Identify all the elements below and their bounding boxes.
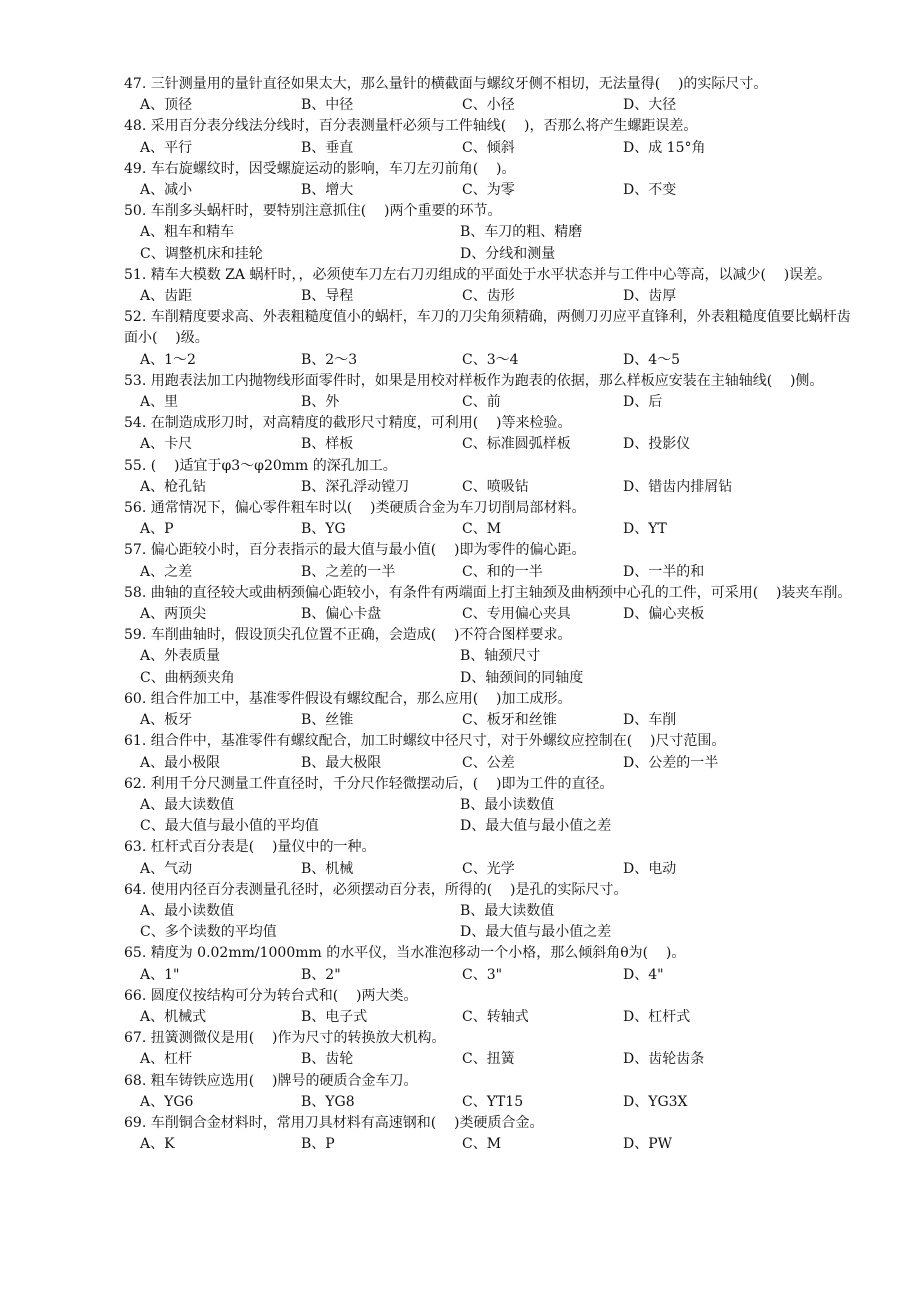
answer-option: D、不变 [623, 182, 677, 199]
answer-option: B、YG8 [301, 1093, 355, 1110]
answer-option: B、深孔浮动镗刀 [301, 478, 410, 495]
answer-option: C、调整机床和挂轮 [140, 245, 263, 262]
answer-option: B、2～3 [301, 351, 358, 368]
option-list [124, 753, 864, 774]
answer-option: D、错齿内排屑钻 [623, 478, 733, 495]
option-list [124, 138, 864, 159]
answer-option: B、导程 [301, 288, 354, 305]
answer-option: B、垂直 [301, 139, 354, 156]
question-stem: 55. ( )适宜于φ3～φ20mm 的深孔加工。 [124, 457, 397, 474]
answer-option: A、减小 [140, 182, 193, 199]
answer-option: A、最大读数值 [140, 796, 235, 813]
answer-option: A、1" [140, 966, 180, 983]
answer-option: C、和的一半 [462, 563, 543, 580]
answer-option: B、YG [301, 521, 346, 538]
answer-option: A、K [140, 1136, 175, 1153]
answer-option: A、YG6 [140, 1093, 194, 1110]
question-stem: 48. 采用百分表分线法分线时，百分表测量杆必须与工件轴线( )，否那么将产生螺距误差。 [124, 118, 698, 135]
question [124, 498, 864, 540]
question [124, 583, 864, 625]
answer-option: A、最小极限 [140, 754, 221, 771]
answer-option: D、齿厚 [623, 288, 677, 305]
question [124, 456, 864, 498]
option-list [124, 1092, 864, 1113]
question [124, 774, 864, 838]
answer-option: D、公差的一半 [623, 754, 719, 771]
option-list [124, 95, 864, 116]
answer-option: C、多个读数的平均值 [140, 924, 277, 941]
answer-option: C、M [462, 1136, 502, 1153]
answer-option: A、气动 [140, 860, 193, 877]
answer-option: A、两顶尖 [140, 606, 207, 623]
option-list [124, 710, 864, 731]
question [124, 116, 864, 158]
answer-option: B、轴颈尺寸 [460, 648, 541, 665]
option-list [124, 562, 864, 583]
answer-option: C、专用偏心夹具 [462, 606, 571, 623]
question-stem: 52. 车削精度要求高、外表粗糙度值小的蜗杆，车刀的刀尖角须精确，两侧刀刃应平直锋利，外表粗糙度值要比蜗杆齿面小( )级。 [124, 309, 851, 347]
answer-option: C、喷吸钻 [462, 478, 529, 495]
answer-option: C、倾斜 [462, 139, 515, 156]
answer-option: B、齿轮 [301, 1051, 354, 1068]
option-list [124, 222, 864, 264]
answer-option: C、齿形 [462, 288, 515, 305]
answer-option: A、P [140, 521, 174, 538]
question [124, 74, 864, 116]
question-stem: 61. 组合件中，基准零件有螺纹配合，加工时螺纹中径尺寸，对于外螺纹应控制在( )尺寸范围。 [124, 733, 726, 750]
answer-option: D、PW [623, 1136, 673, 1153]
question [124, 943, 864, 985]
option-list [124, 434, 864, 455]
exam-page [124, 74, 864, 1155]
question-stem: 67. 扭簧测微仪是用( )作为尺寸的转换放大机构。 [124, 1030, 446, 1047]
question [124, 880, 864, 944]
question-stem: 51. 精车大模数 ZA 蜗杆时，，必须使车刀左右刀刃组成的平面处于水平状态并与工件中心等高，以减少( )误差。 [124, 266, 832, 283]
question-stem: 66. 圆度仪按结构可分为转台式和( )两大类。 [124, 987, 418, 1004]
question [124, 540, 864, 582]
question-stem: 50. 车削多头蜗杆时，要特别注意抓住( )两个重要的环节。 [124, 203, 502, 220]
answer-option: D、轴颈间的同轴度 [460, 669, 584, 686]
option-list [124, 286, 864, 307]
question-stem: 57. 偏心距较小时，百分表指示的最大值与最小值( )即为零件的偏心距。 [124, 542, 586, 559]
answer-option: D、4～5 [623, 351, 681, 368]
question-stem: 53. 用跑表法加工内抛物线形面零件时，如果是用校对样板作为跑表的依据，那么样板应安装在主轴轴线( )侧。 [124, 372, 824, 389]
answer-option: C、前 [462, 394, 501, 411]
answer-option: A、粗车和精车 [140, 224, 235, 241]
question [124, 625, 864, 689]
answer-option: B、中径 [301, 97, 354, 114]
question-stem: 63. 杠杆式百分表是( )量仪中的一种。 [124, 839, 376, 856]
question-stem: 65. 精度为 0.02mm/1000mm 的水平仪，当水准泡移动一个小格，那么倾斜角θ为( )。 [124, 945, 686, 962]
answer-option: B、之差的一半 [301, 563, 396, 580]
answer-option: C、最大值与最小值的平均值 [140, 818, 319, 835]
answer-option: B、偏心卡盘 [301, 606, 382, 623]
answer-option: A、杠杆 [140, 1051, 193, 1068]
question-stem: 47. 三针测量用的量针直径如果太大，那么量针的横截面与螺纹牙侧不相切，无法量得( )的实际尺寸。 [124, 76, 768, 92]
answer-option: B、P [301, 1136, 335, 1153]
option-list [124, 1049, 864, 1070]
question [124, 413, 864, 455]
question-stem: 64. 使用内径百分表测量孔径时，必须摆动百分表，所得的( )是孔的实际尺寸。 [124, 881, 628, 898]
option-list [124, 350, 864, 371]
answer-option: B、车刀的粗、精磨 [460, 224, 583, 241]
answer-option: D、大径 [623, 97, 677, 114]
answer-option: A、齿距 [140, 288, 193, 305]
answer-option: D、4" [623, 966, 664, 983]
answer-option: D、YT [623, 521, 667, 538]
question [124, 1028, 864, 1070]
question-stem: 69. 车削铜合金材料时，常用刀具材料有高速钢和( )类硬质合金。 [124, 1114, 544, 1131]
answer-option: D、齿轮齿条 [623, 1051, 705, 1068]
option-list [124, 1134, 864, 1155]
question [124, 689, 864, 731]
answer-option: C、小径 [462, 97, 515, 114]
answer-option: C、板牙和丝锥 [462, 712, 557, 729]
question [124, 986, 864, 1028]
option-list [124, 795, 864, 837]
answer-option: B、最大读数值 [460, 902, 555, 919]
answer-option: A、里 [140, 394, 179, 411]
answer-option: D、YG3X [623, 1093, 688, 1110]
answer-option: C、YT15 [462, 1093, 524, 1110]
question [124, 265, 864, 307]
option-list [124, 646, 864, 688]
answer-option: D、最大值与最小值之差 [460, 818, 612, 835]
question [124, 371, 864, 413]
answer-option: D、分线和测量 [460, 245, 556, 262]
answer-option: C、M [462, 521, 502, 538]
answer-option: D、杠杆式 [623, 1008, 691, 1025]
answer-option: D、最大值与最小值之差 [460, 924, 612, 941]
answer-option: A、平行 [140, 139, 193, 156]
question-stem: 59. 车削曲轴时，假设顶尖孔位置不正确，会造成( )不符合图样要求。 [124, 627, 572, 644]
answer-option: C、扭簧 [462, 1051, 515, 1068]
question [124, 307, 864, 371]
answer-option: B、最小读数值 [460, 796, 555, 813]
answer-option: C、转轴式 [462, 1008, 529, 1025]
question-stem: 58. 曲轴的直径较大或曲柄颈偏心距较小，有条件有两端面上打主轴颈及曲柄颈中心孔的工件，可采用( )装夹车削。 [124, 584, 852, 601]
answer-option: D、成 15°角 [623, 139, 706, 156]
question [124, 159, 864, 201]
question-stem: 54. 在制造成形刀时，对高精度的截形尺寸精度，可利用( )等来检验。 [124, 415, 572, 432]
answer-option: C、为零 [462, 182, 515, 199]
answer-option: C、曲柄颈夹角 [140, 669, 235, 686]
answer-option: B、最大极限 [301, 754, 382, 771]
question [124, 1113, 864, 1155]
answer-option: D、投影仪 [623, 436, 691, 453]
answer-option: C、标准圆弧样板 [462, 436, 571, 453]
option-list [124, 901, 864, 943]
question-stem: 62. 利用千分尺测量工件直径时，千分尺作轻微摆动后，( )即为工件的直径。 [124, 775, 614, 792]
option-list [124, 180, 864, 201]
answer-option: D、一半的和 [623, 563, 705, 580]
question-stem: 56. 通常情况下，偏心零件粗车时以( )类硬质合金为车刀切削局部材料。 [124, 500, 586, 517]
answer-option: A、板牙 [140, 712, 193, 729]
answer-option: C、公差 [462, 754, 515, 771]
answer-option: D、电动 [623, 860, 677, 877]
question [124, 731, 864, 773]
option-list [124, 519, 864, 540]
answer-option: A、卡尺 [140, 436, 193, 453]
answer-option: B、电子式 [301, 1008, 368, 1025]
answer-option: D、后 [623, 394, 663, 411]
option-list [124, 1007, 864, 1028]
answer-option: A、机械式 [140, 1008, 207, 1025]
answer-option: B、样板 [301, 436, 354, 453]
option-list [124, 965, 864, 986]
answer-option: B、增大 [301, 182, 354, 199]
option-list [124, 392, 864, 413]
question-stem: 60. 组合件加工中，基准零件假设有螺纹配合，那么应用( )加工成形。 [124, 690, 572, 707]
answer-option: C、光学 [462, 860, 515, 877]
answer-option: B、机械 [301, 860, 354, 877]
option-list [124, 859, 864, 880]
answer-option: A、外表质量 [140, 648, 221, 665]
answer-option: A、顶径 [140, 97, 193, 114]
answer-option: B、2" [301, 966, 341, 983]
question [124, 201, 864, 265]
question [124, 837, 864, 879]
question [124, 1071, 864, 1113]
question-stem: 68. 粗车铸铁应选用( )牌号的硬质合金车刀。 [124, 1072, 418, 1089]
answer-option: A、枪孔钻 [140, 478, 207, 495]
answer-option: B、外 [301, 394, 340, 411]
answer-option: B、丝锥 [301, 712, 354, 729]
answer-option: A、之差 [140, 563, 193, 580]
question-stem: 49. 车右旋螺纹时，因受螺旋运动的影响，车刀左刃前角( )。 [124, 160, 516, 177]
answer-option: A、最小读数值 [140, 902, 235, 919]
option-list [124, 477, 864, 498]
answer-option: C、3～4 [462, 351, 519, 368]
answer-option: C、3" [462, 966, 503, 983]
answer-option: D、车削 [623, 712, 677, 729]
option-list [124, 604, 864, 625]
answer-option: A、1～2 [140, 351, 196, 368]
answer-option: D、偏心夹板 [623, 606, 705, 623]
